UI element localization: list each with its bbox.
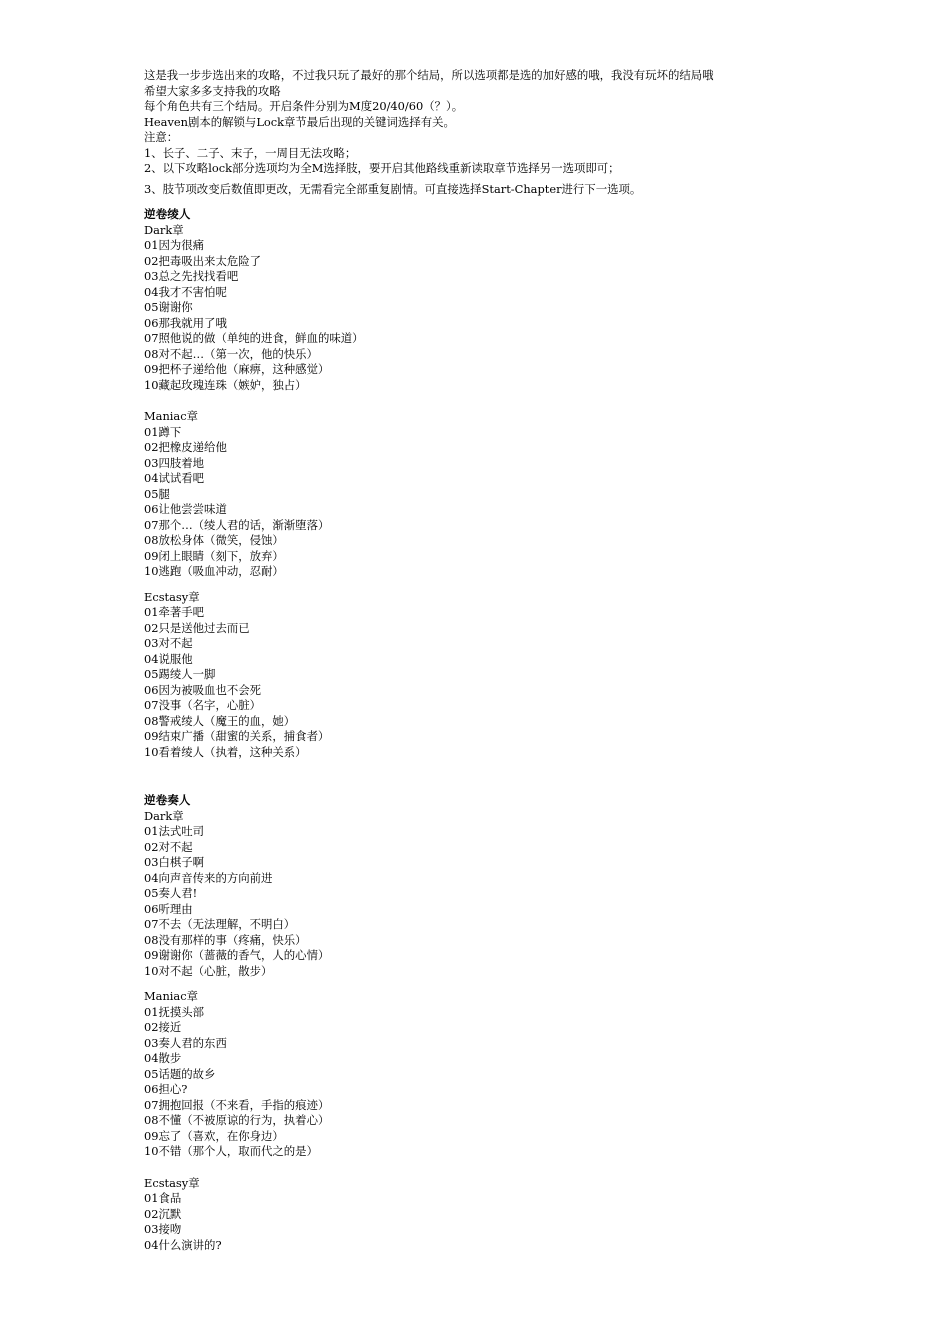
list-item: 02把毒吸出来太危险了 <box>144 253 262 268</box>
list-item: 02接近 <box>144 1020 182 1034</box>
list-item: 05踢绫人一脚 <box>144 667 216 681</box>
list-item: 07照他说的做（单纯的进食，鲜血的味道） <box>144 331 364 345</box>
list-item: 03奏人君的东西 <box>144 1035 227 1050</box>
list-item: 06担心? <box>144 1082 188 1096</box>
list-item: 02把橡皮递给他 <box>144 440 227 454</box>
list-item: 07没事（名字，心脏） <box>144 698 262 712</box>
list-item: 09忘了（喜欢，在你身边） <box>144 1128 284 1143</box>
list-item: 03白棋子啊 <box>144 855 205 869</box>
list-item: 09结束广播（甜蜜的关系，捕食者） <box>144 729 330 743</box>
list-item: 09把杯子递给他（麻痹，这种感觉） <box>144 362 330 376</box>
list-item: 04我才不害怕呢 <box>144 284 227 299</box>
list-item: 01食品 <box>144 1191 182 1205</box>
list-item: 04什么演讲的? <box>144 1237 222 1252</box>
note-1: 1、长子、二子、末子，一周目无法攻略； <box>144 145 357 160</box>
list-item: 03四肢着地 <box>144 455 205 470</box>
list-item: 02沉默 <box>144 1206 182 1221</box>
list-item: 08不懂（不被原谅的行为，执着心） <box>144 1113 330 1127</box>
note-2: 2、以下攻略lock部分选项均为全M选择肢，要开启其他路线重新读取章节选择另一选项即可； <box>144 161 620 175</box>
section-title: 逆卷奏人 <box>144 793 191 807</box>
list-item: 02只是送他过去而已 <box>144 620 250 635</box>
chapter-title: Dark章 <box>144 222 184 237</box>
list-item: 08对不起…（第一次，他的快乐） <box>144 346 318 361</box>
list-item: 08没有那样的事（疼痛，快乐） <box>144 932 307 947</box>
list-item: 06听理由 <box>144 901 193 916</box>
list-item: 10藏起玫瑰连珠（嫉妒，独占） <box>144 377 307 392</box>
chapter-title: Maniac章 <box>144 409 198 423</box>
list-item: 09谢谢你（蔷薇的香气，人的心情） <box>144 948 330 962</box>
chapter-title: Dark章 <box>144 808 184 823</box>
chapter-title: Maniac章 <box>144 989 198 1003</box>
list-item: 01法式吐司 <box>144 824 205 838</box>
list-item: 04向声音传来的方向前进 <box>144 870 273 885</box>
note-3: 3、肢节项改变后数值即更改，无需看完全部重复剧情。可直接选择Start-Chapter进行下一选项。 <box>144 181 642 196</box>
section-title: 逆卷绫人 <box>144 207 191 221</box>
list-item: 07拥抱回报（不来看，手指的痕迹） <box>144 1097 330 1112</box>
list-item: 10看着绫人（执着，这种关系） <box>144 744 307 759</box>
list-item: 01因为很痛 <box>144 238 205 252</box>
chapter-title: Ecstasy章 <box>144 1175 200 1190</box>
list-item: 10不错（那个人，取而代之的是） <box>144 1144 318 1158</box>
list-item: 01抚摸头部 <box>144 1004 205 1019</box>
intro-line-1: 这是我一步步选出来的攻略，不过我只玩了最好的那个结局，所以选项都是选的加好感的哦，我没有玩坏的结局哦 <box>144 68 714 82</box>
list-item: 01牵著手吧 <box>144 605 205 619</box>
document-page <box>144 68 844 1253</box>
list-item: 04散步 <box>144 1051 182 1065</box>
list-item: 10对不起（心脏，散步） <box>144 963 273 978</box>
list-item: 04说服他 <box>144 651 193 666</box>
list-item: 10逃跑（吸血冲动，忍耐） <box>144 564 284 578</box>
list-item: 06因为被吸血也不会死 <box>144 682 262 697</box>
chapter-title: Ecstasy章 <box>144 589 200 604</box>
list-item: 01蹲下 <box>144 424 182 439</box>
list-item: 03对不起 <box>144 636 193 650</box>
intro-line-3: 每个角色共有三个结局。开启条件分别为M度20/40/60（？）。 <box>144 99 464 113</box>
list-item: 06那我就用了哦 <box>144 315 227 330</box>
list-item: 08放松身体（微笑，侵蚀） <box>144 533 284 547</box>
intro-line-4: Heaven剧本的解锁与Lock章节最后出现的关键词选择有关。 <box>144 114 455 129</box>
intro-line-2: 希望大家多多支持我的攻略 <box>144 83 281 98</box>
list-item: 07那个…（绫人君的话，渐渐堕落） <box>144 517 330 532</box>
list-item: 04试试看吧 <box>144 471 205 485</box>
list-item: 08警戒绫人（魔王的血，她） <box>144 713 296 728</box>
list-item: 05话题的故乡 <box>144 1066 216 1081</box>
list-item: 05奏人君! <box>144 886 198 900</box>
list-item: 07不去（无法理解，不明白） <box>144 917 296 931</box>
list-item: 03接吻 <box>144 1222 182 1236</box>
list-item: 03总之先找找看吧 <box>144 269 239 283</box>
list-item: 06让他尝尝味道 <box>144 502 227 516</box>
list-item: 05腿 <box>144 486 170 501</box>
list-item: 09闭上眼睛（刻下，放弃） <box>144 548 284 563</box>
list-item: 02对不起 <box>144 839 193 854</box>
list-item: 05谢谢你 <box>144 300 193 314</box>
notes-label: 注意： <box>144 130 179 144</box>
